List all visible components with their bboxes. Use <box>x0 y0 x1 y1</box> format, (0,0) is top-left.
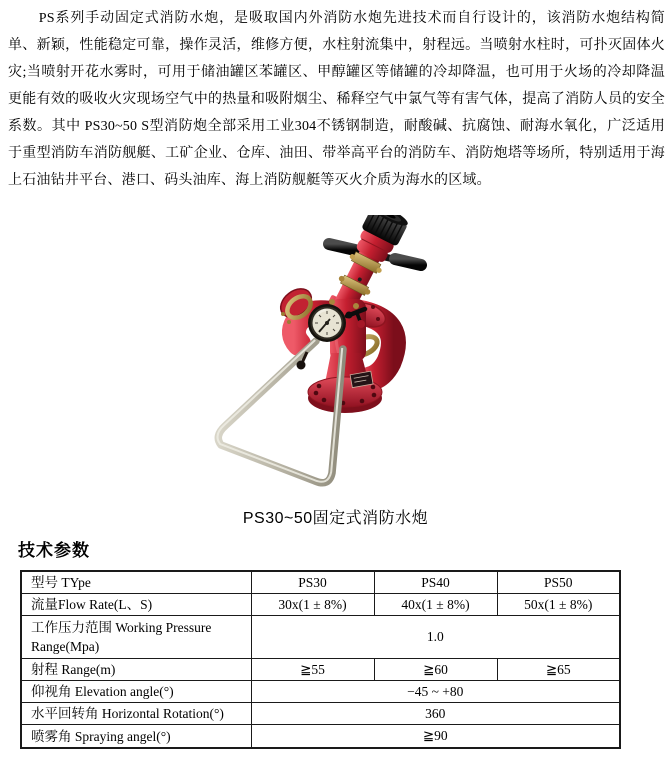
spec-label-flow: 流量Flow Rate(L、S) <box>21 594 251 616</box>
spec-label-spray: 喷雾角 Spraying angel(°) <box>21 725 251 749</box>
spec-value-range-ps40: ≧60 <box>374 659 497 681</box>
spec-label-elevation: 仰视角 Elevation angle(°) <box>21 681 251 703</box>
spec-label-pressure: 工作压力范围 Working Pressure Range(Mpa) <box>21 616 251 659</box>
handle-loop <box>217 340 343 483</box>
spec-row-elevation <box>21 681 620 703</box>
pressure-gauge-icon <box>308 304 346 342</box>
spec-row-spray <box>21 725 620 749</box>
spec-value-pressure: 1.0 <box>251 616 620 659</box>
spec-value-model-ps50: PS50 <box>497 571 620 594</box>
spec-label-range: 射程 Range(m) <box>21 659 251 681</box>
spec-value-rotation: 360 <box>251 703 620 725</box>
spec-value-range-ps50: ≧65 <box>497 659 620 681</box>
spec-value-elevation: −45 ~ +80 <box>251 681 620 703</box>
section-title: 技术参数 <box>18 541 90 560</box>
spec-label-rotation: 水平回转角 Horizontal Rotation(°) <box>21 703 251 725</box>
spec-value-flow-ps30: 30x(1 ± 8%) <box>251 594 374 616</box>
intro-paragraph: PS系列手动固定式消防水炮，是吸取国内外消防水炮先进技术而自行设计的，该消防水炮结构简单、新颖，性能稳定可靠，操作灵活，维修方便，水柱射流集中，射程远。当喷射水柱时，可扑灭固体火灾;当喷射开花水雾时，可用于储油罐区苯罐区、甲醇罐区等储罐的冷却降温，也可用于火场的冷却降温 更能有效的吸收火灾现场空气中的热量和吸附烟尘、稀释空气中氯气等有害气体，提高了消防人员的安全系数。其中 PS30~50 S型消防炮全部采用工业304不锈钢制造，耐酸碱、抗腐蚀、耐海水氧化，广泛适用于重型消防车消防舰艇、工矿企业、仓库、油田、带举高平台的消防车、消防炮塔等场所，特别适用于海上石油钻井平台、港口、码头油库、海上消防舰艇等灭火介质为海水的区域。 <box>8 11 665 188</box>
spec-row-flow <box>21 594 620 616</box>
spec-value-flow-ps40: 40x(1 ± 8%) <box>374 594 497 616</box>
spec-label-model: 型号 TYpe <box>21 571 251 594</box>
spec-value-flow-ps50: 50x(1 ± 8%) <box>497 594 620 616</box>
figure-caption: PS30~50固定式消防水炮 <box>242 510 429 527</box>
spec-row-pressure <box>21 616 620 659</box>
spec-row-model <box>21 571 620 594</box>
spec-table <box>20 570 621 749</box>
fire-monitor-photo <box>180 215 500 505</box>
spec-value-model-ps30: PS30 <box>251 571 374 594</box>
spec-row-range <box>21 659 620 681</box>
spec-value-model-ps40: PS40 <box>374 571 497 594</box>
spec-row-rotation <box>21 703 620 725</box>
spec-value-range-ps30: ≧55 <box>251 659 374 681</box>
spec-value-spray: ≧90 <box>251 725 620 749</box>
